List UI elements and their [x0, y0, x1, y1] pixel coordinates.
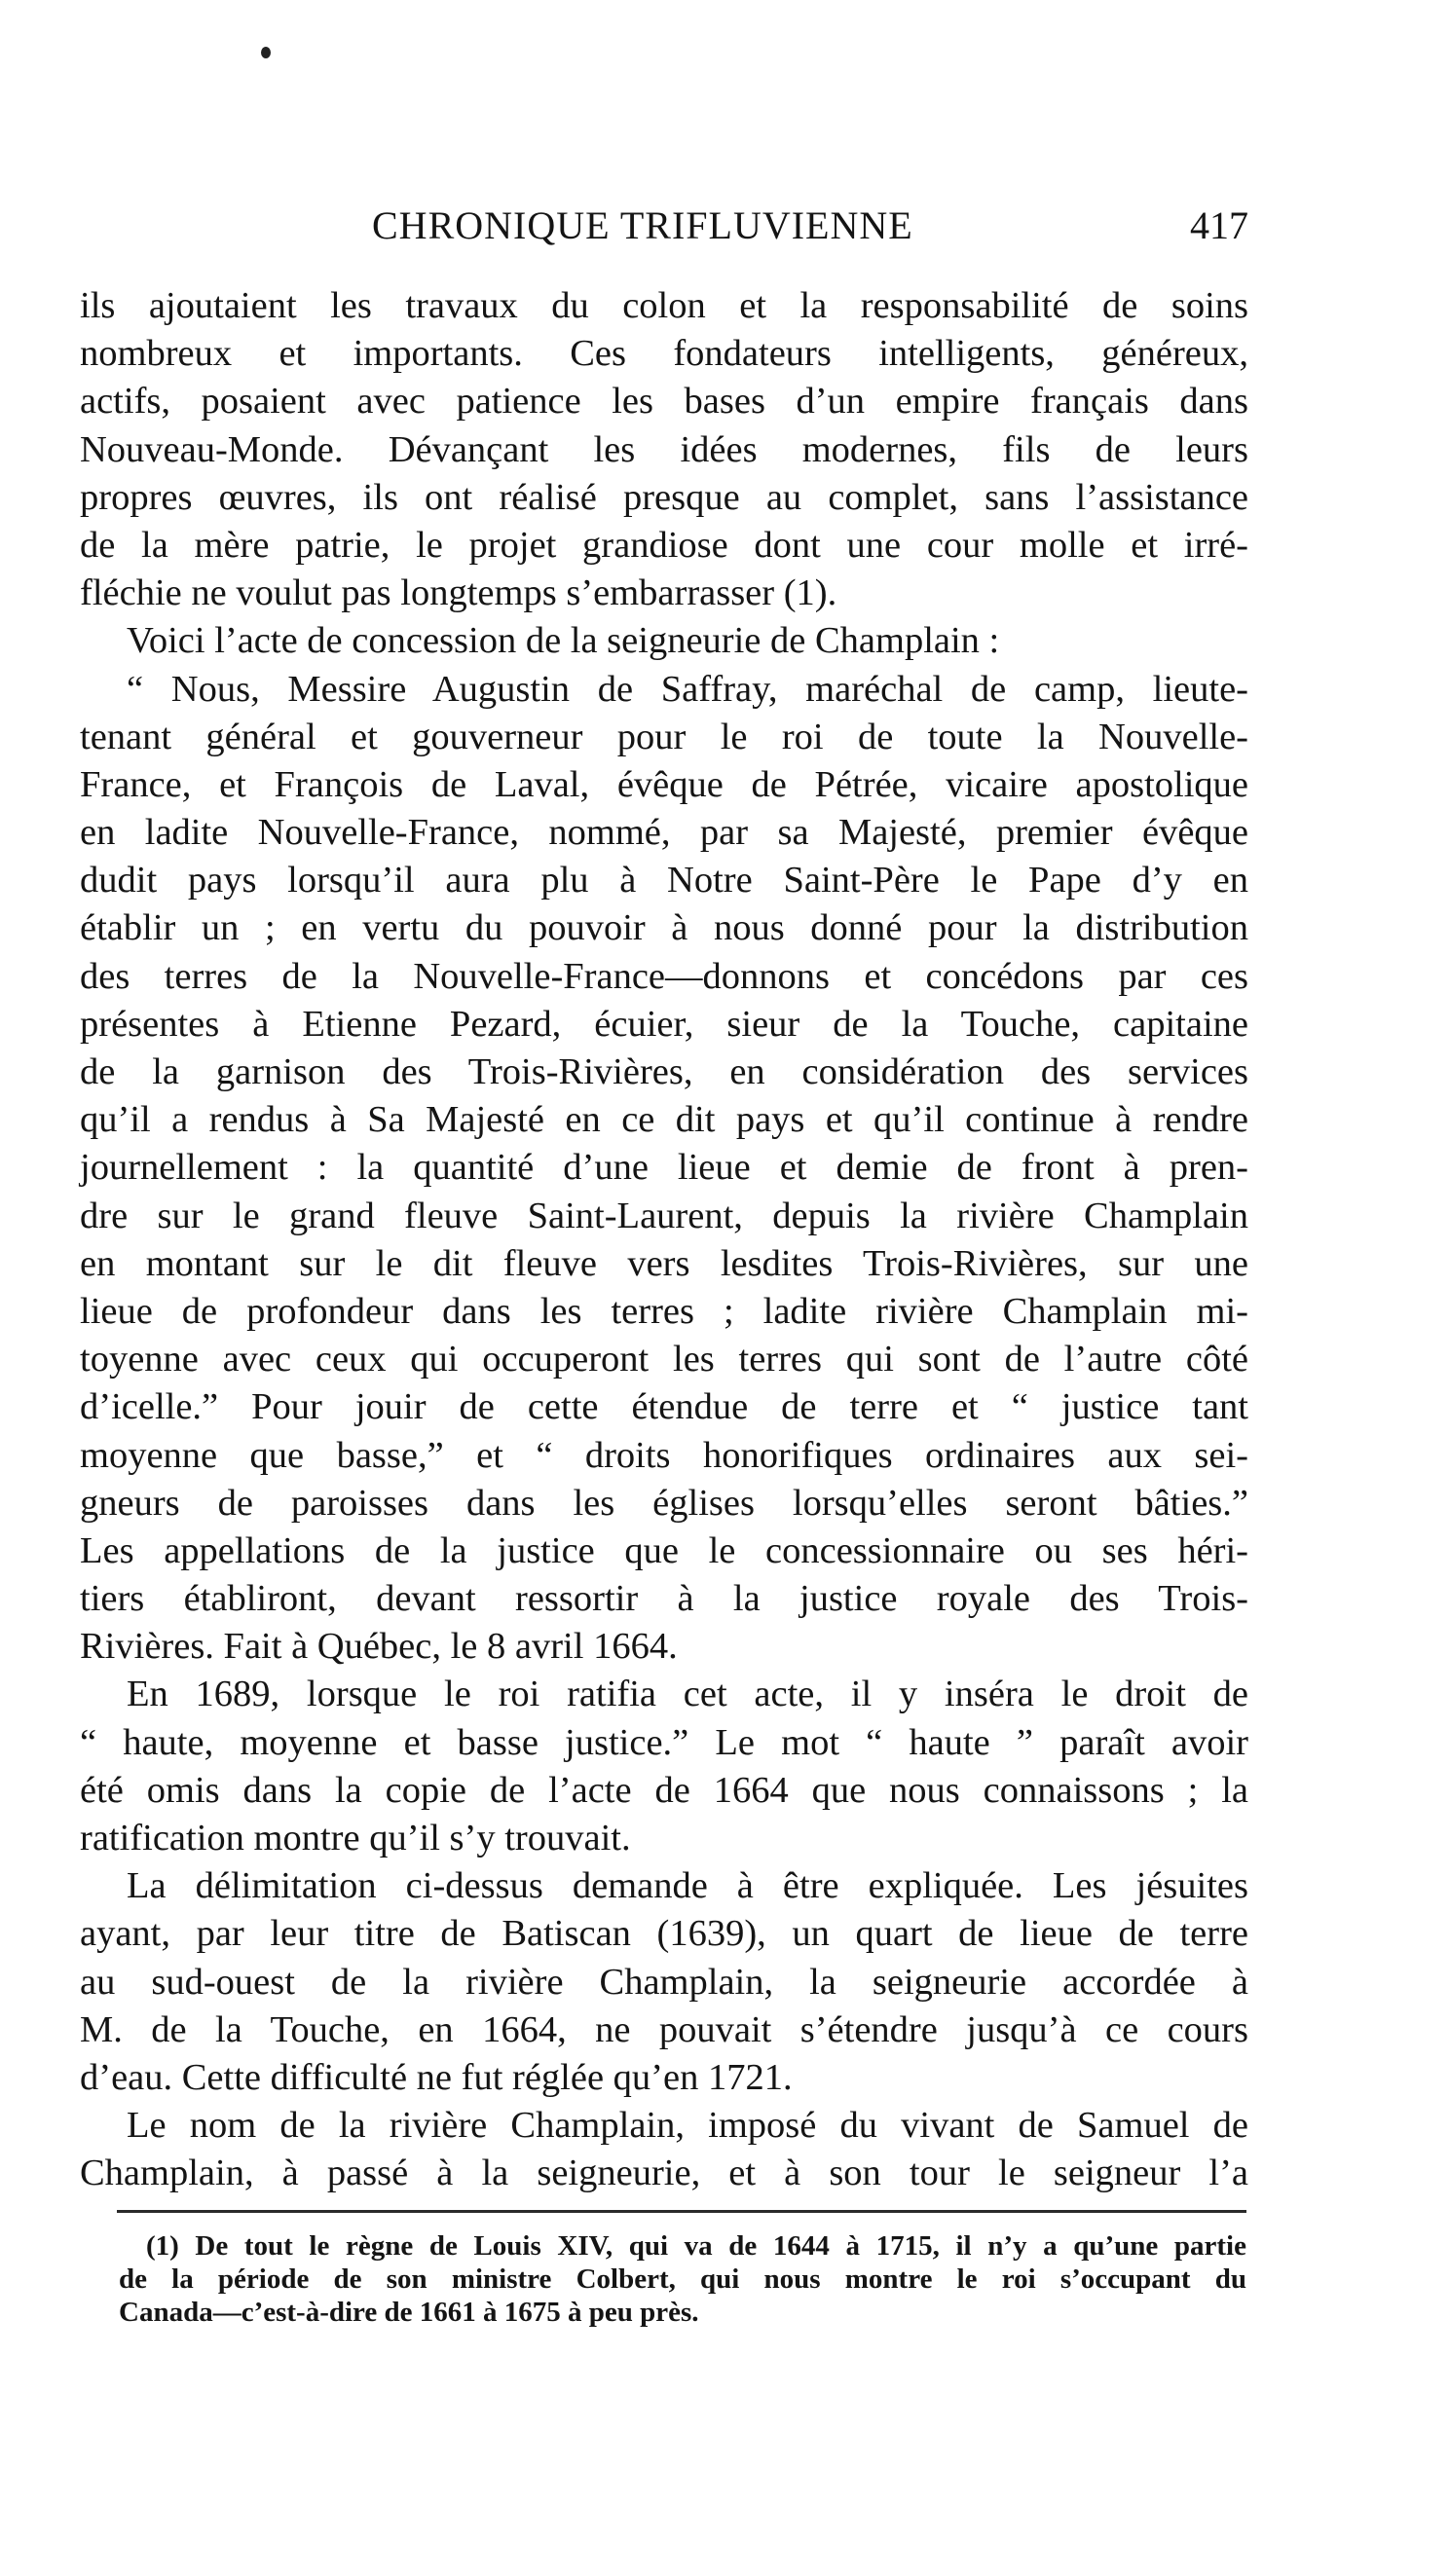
- text-line: d’eau. Cette difficulté ne fut réglée qu’en 1721.: [80, 2056, 793, 2098]
- text-line: dre sur le grand fleuve Saint-Laurent, depuis la rivière Champlain: [80, 1195, 1248, 1236]
- text-line: de la mère patrie, le projet grandiose dont une cour molle et irré-: [80, 524, 1248, 566]
- text-line: en montant sur le dit fleuve vers lesdites Trois-Rivières, sur une: [80, 1242, 1248, 1284]
- text-line: Nouveau-Monde. Dévançant les idées modernes, fils de leurs: [80, 428, 1248, 470]
- text-line: au sud-ouest de la rivière Champlain, la seigneurie accordée à: [80, 1961, 1248, 2003]
- ink-speck: [261, 47, 271, 58]
- text-line: dudit pays lorsqu’il aura plu à Notre Saint-Père le Pape d’y en: [80, 860, 1248, 902]
- text-line: ils ajoutaient les travaux du colon et la responsabilité de soins: [80, 285, 1248, 326]
- text-line: qu’il a rendus à Sa Majesté en ce dit pays et qu’il continue à rendre: [80, 1099, 1248, 1141]
- text-line: moyenne que basse,” et “ droits honorifiques ordinaires aux sei-: [80, 1434, 1248, 1476]
- text-line: France, et François de Laval, évêque de Pétrée, vicaire apostolique: [80, 763, 1248, 805]
- text-line: en ladite Nouvelle-France, nommé, par sa Majesté, premier évêque: [80, 812, 1248, 854]
- text-line: actifs, posaient avec patience les bases d’un empire français dans: [80, 381, 1248, 423]
- running-title: CHRONIQUE TRIFLUVIENNE: [372, 203, 913, 247]
- text-line: En 1689, lorsque le roi ratifia cet acte, il y inséra le droit de: [127, 1674, 1248, 1715]
- text-line: Le nom de la rivière Champlain, imposé du vivant de Samuel de: [127, 2105, 1248, 2147]
- page-number: 417: [1190, 203, 1248, 247]
- text-line: lieue de profondeur dans les terres ; ladite rivière Champlain mi-: [80, 1290, 1248, 1332]
- body-text: [80, 282, 1248, 2198]
- text-line: journellement : la quantité d’une lieue et demie de front à pren-: [80, 1147, 1248, 1189]
- text-line: ayant, par leur titre de Batiscan (1639), un quart de lieue de terre: [80, 1913, 1248, 1955]
- page-header: [80, 202, 1248, 250]
- text-line: toyenne avec ceux qui occuperont les terres qui sont de l’autre côté: [80, 1339, 1248, 1380]
- text-line: d’icelle.” Pour jouir de cette étendue de terre et “ justice tant: [80, 1386, 1248, 1428]
- text-line: Voici l’acte de concession de la seigneurie de Champlain :: [127, 620, 1000, 662]
- text-line: Rivières. Fait à Québec, le 8 avril 1664.: [80, 1626, 678, 1668]
- text-line: ratification montre qu’il s’y trouvait.: [80, 1818, 631, 1858]
- text-line: tenant général et gouverneur pour le roi de toute la Nouvelle-: [80, 716, 1248, 757]
- text-line: gneurs de paroisses dans les églises lorsqu’elles seront bâties.”: [80, 1482, 1248, 1524]
- footnote-line: Canada—c’est-à-dire de 1661 à 1675 à peu près.: [119, 2297, 699, 2328]
- text-line: été omis dans la copie de l’acte de 1664 que nous connaissons ; la: [80, 1769, 1248, 1811]
- text-line: établir un ; en vertu du pouvoir à nous donné pour la distribution: [80, 907, 1248, 949]
- footnote-divider: [117, 2210, 1246, 2213]
- footnotes: [119, 2229, 1246, 2329]
- text-line: Les appellations de la justice que le concessionnaire ou ses héri-: [80, 1529, 1248, 1571]
- text-line: tiers établiront, devant ressortir à la justice royale des Trois-: [80, 1578, 1248, 1620]
- text-line: M. de la Touche, en 1664, ne pouvait s’étendre jusqu’à ce cours: [80, 2008, 1248, 2050]
- text-line: de la garnison des Trois-Rivières, en considération des services: [80, 1051, 1248, 1092]
- footnote-line: (1) De tout le règne de Louis XIV, qui va de 1644 à 1715, il n’y a qu’une partie: [146, 2230, 1246, 2262]
- text-line: “ Nous, Messire Augustin de Saffray, maréchal de camp, lieute-: [127, 668, 1248, 710]
- text-line: “ haute, moyenne et basse justice.” Le mot “ haute ” paraît avoir: [80, 1721, 1248, 1763]
- text-line: fléchie ne voulut pas longtemps s’embarrasser (1).: [80, 572, 837, 614]
- text-line: nombreux et importants. Ces fondateurs intelligents, généreux,: [80, 333, 1248, 375]
- text-line: des terres de la Nouvelle-France—donnons et concédons par ces: [80, 955, 1248, 997]
- text-line: propres œuvres, ils ont réalisé presque au complet, sans l’assistance: [80, 476, 1248, 518]
- text-line: La délimitation ci-dessus demande à être expliquée. Les jésuites: [127, 1865, 1248, 1907]
- footnote-line: de la période de son ministre Colbert, qui nous montre le roi s’occupant du: [119, 2263, 1246, 2295]
- text-line: présentes à Etienne Pezard, écuier, sieur de la Touche, capitaine: [80, 1003, 1248, 1045]
- text-line: Champlain, à passé à la seigneurie, et à son tour le seigneur l’a: [80, 2153, 1248, 2194]
